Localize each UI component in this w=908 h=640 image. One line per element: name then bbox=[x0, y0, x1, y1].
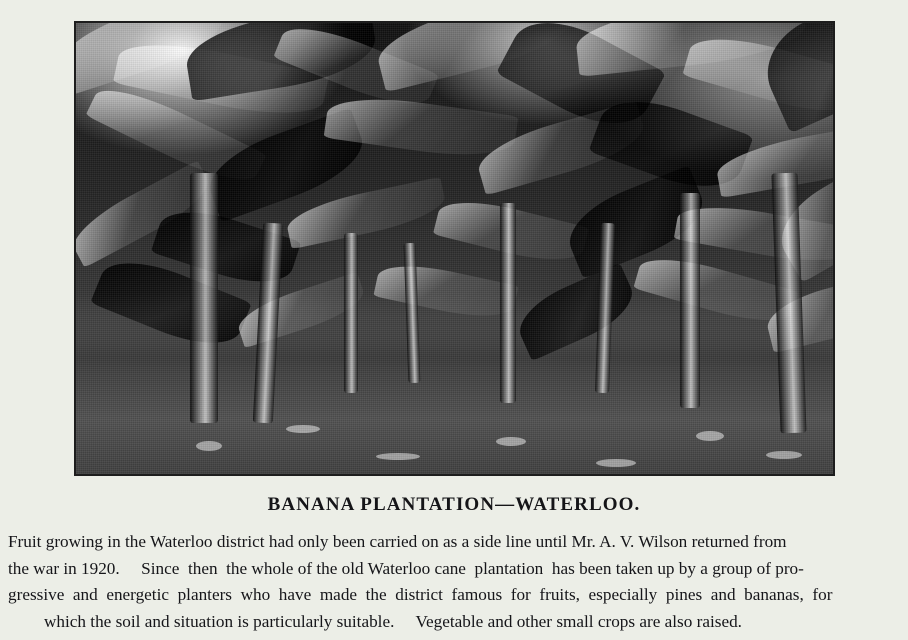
ground-debris bbox=[696, 431, 724, 441]
ground-debris bbox=[376, 453, 420, 460]
ground-debris bbox=[596, 459, 636, 467]
paragraph-text bbox=[8, 529, 900, 635]
paragraph-line: Fruit growing in the Waterloo district had only been carried on as a side line until Mr. A. V. Wilson returned from bbox=[8, 532, 787, 551]
ground-debris bbox=[496, 437, 526, 446]
banana-trunk bbox=[500, 203, 516, 403]
banana-trunk bbox=[190, 173, 218, 423]
ground-debris bbox=[766, 451, 802, 459]
paragraph-line: gressive and energetic planters who have made the district famous for fruits, especially pines and bananas, for bbox=[8, 585, 833, 604]
paragraph-line: which the soil and situation is particularly suitable. Vegetable and other small crops are also raised. bbox=[44, 611, 742, 631]
ground-debris bbox=[286, 425, 320, 433]
figure-caption: BANANA PLANTATION—WATERLOO. bbox=[267, 494, 641, 515]
leaf-shape bbox=[510, 263, 642, 361]
photograph-frame bbox=[74, 21, 835, 476]
paragraph-line: the war in 1920. Since then the whole of the old Waterloo cane plantation has been taken up by a group of pro- bbox=[8, 558, 804, 578]
body-paragraph bbox=[8, 529, 900, 635]
banana-plantation-photo bbox=[76, 23, 833, 474]
banana-trunk bbox=[404, 243, 421, 383]
leaf-shape bbox=[373, 257, 518, 325]
banana-trunk bbox=[680, 193, 700, 408]
ground-debris bbox=[196, 441, 222, 451]
banana-trunk bbox=[344, 233, 358, 393]
